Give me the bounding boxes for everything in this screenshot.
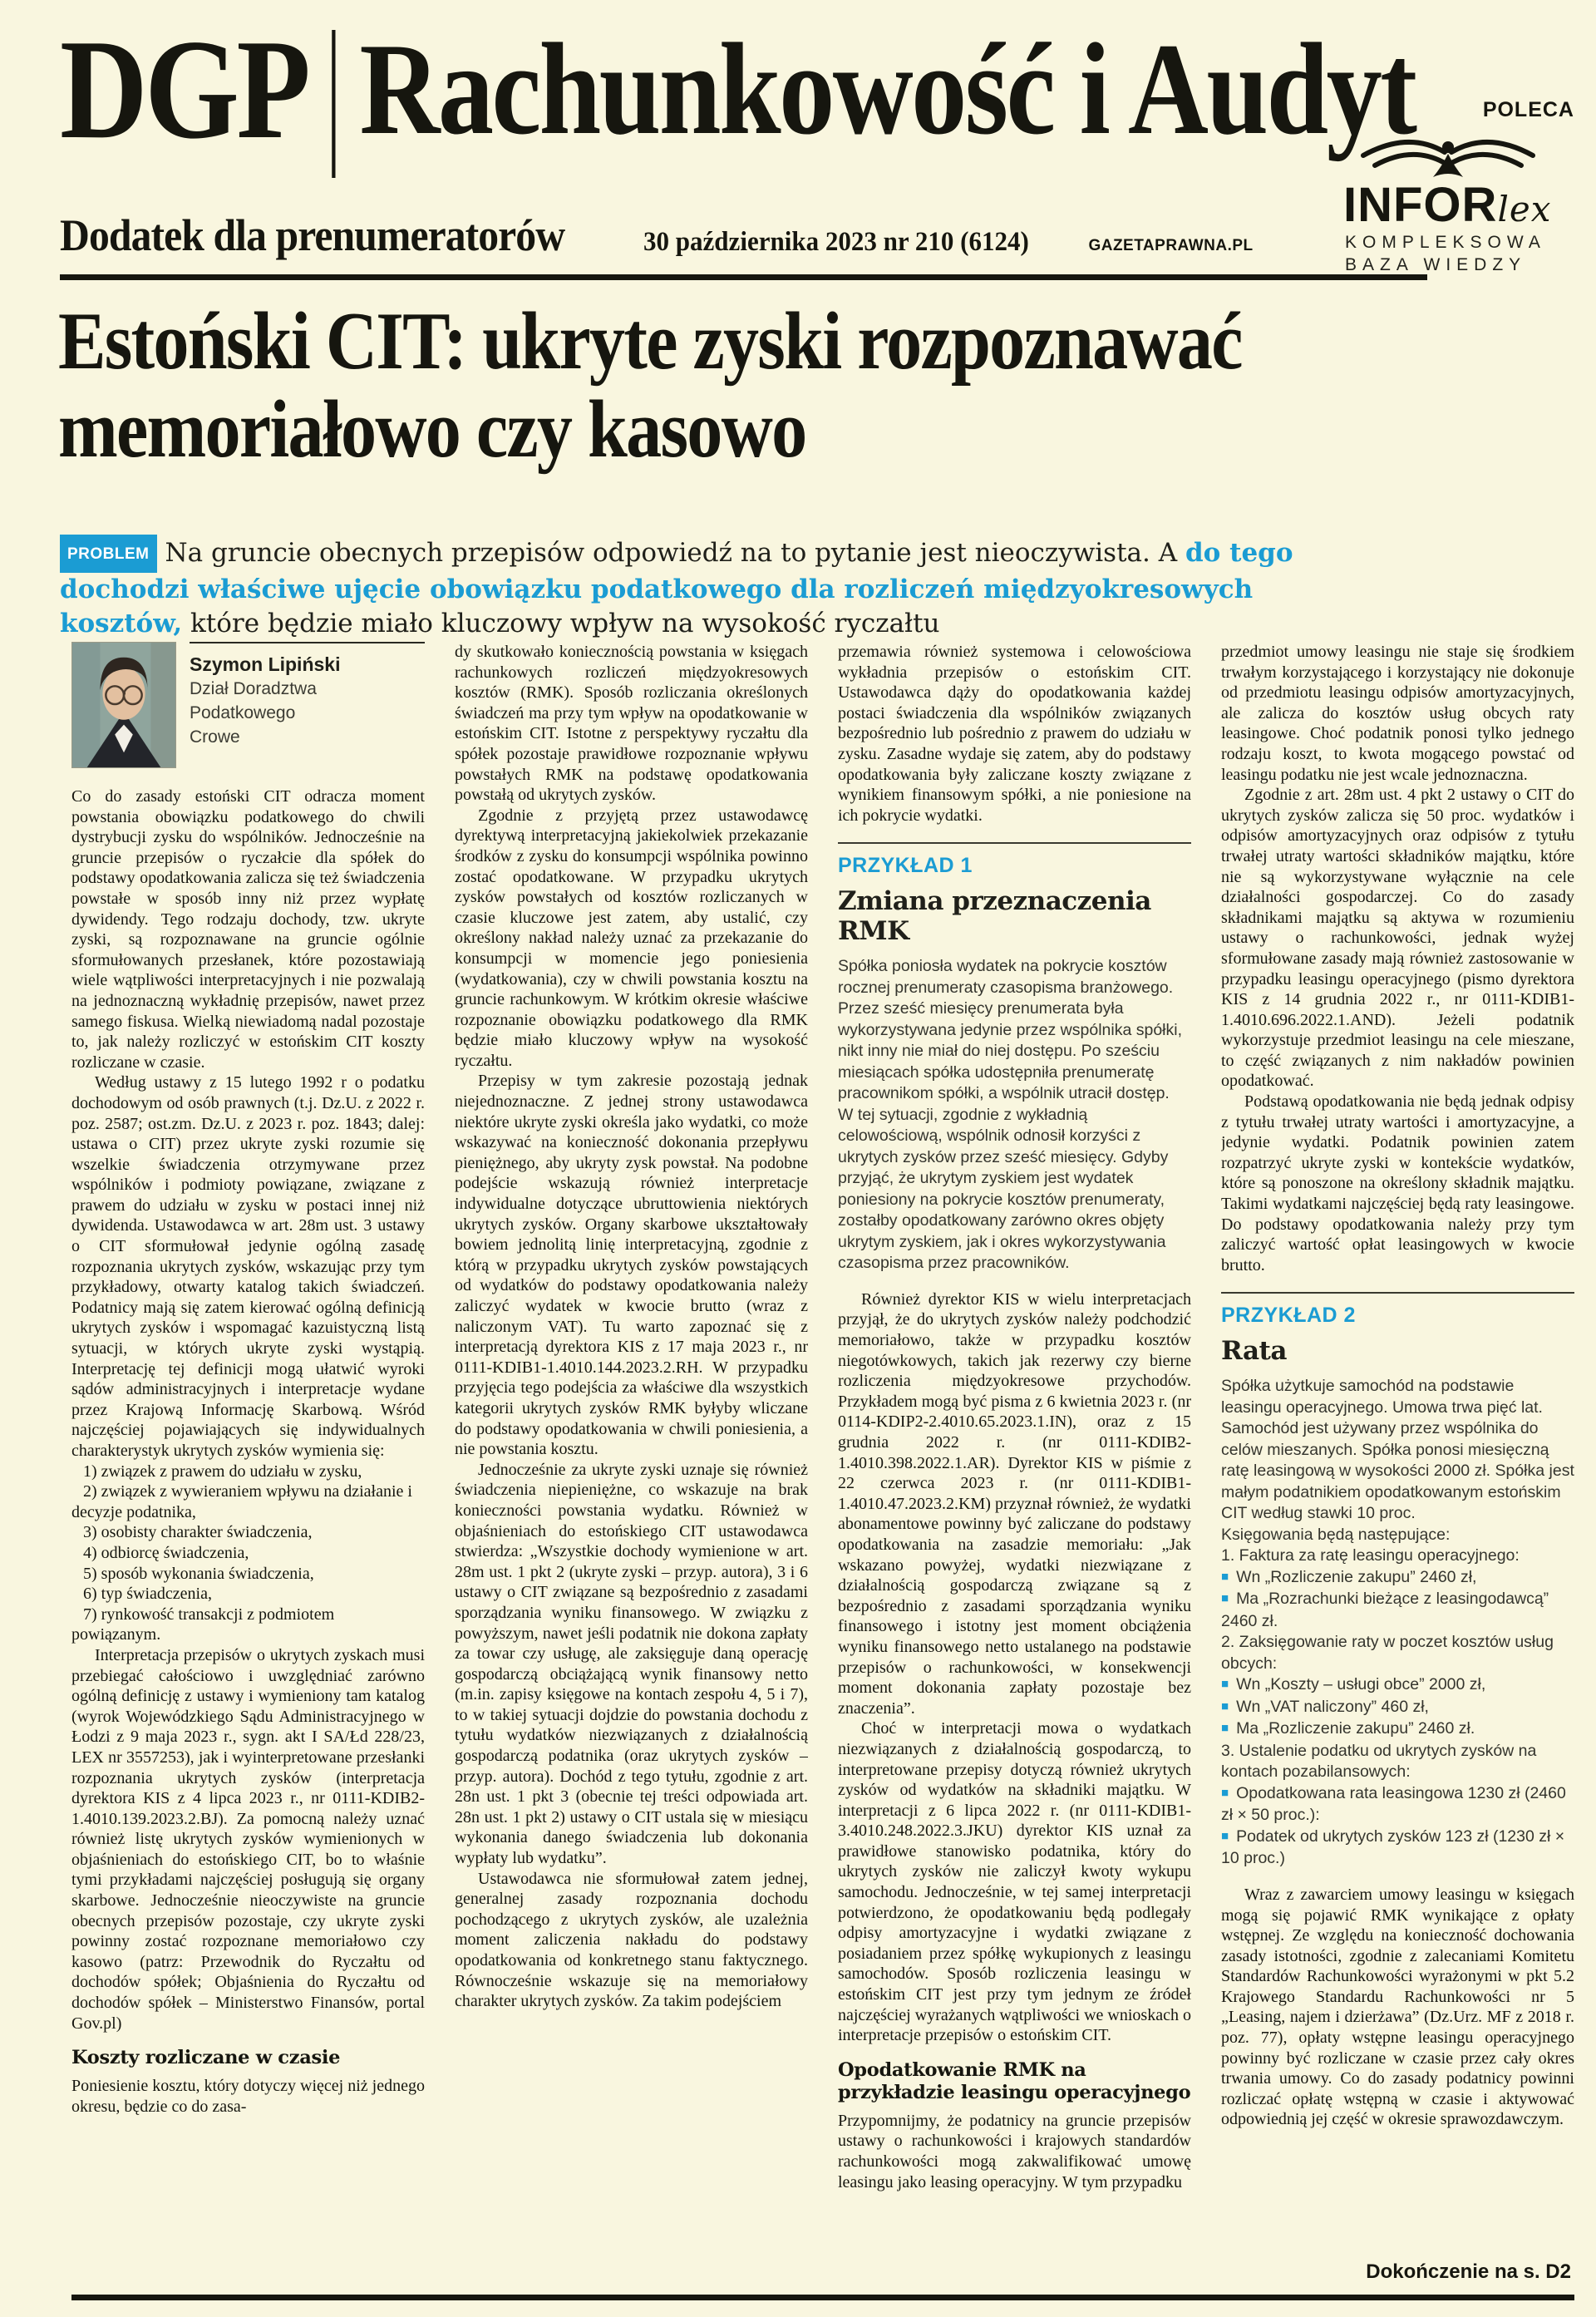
list-item: 7) rynkowość transakcji z podmiotem powiązanym.: [71, 1605, 335, 1644]
example-label: PRZYKŁAD 1: [838, 854, 973, 878]
body-paragraph: Wraz z zawarciem umowy leasingu w księgach mogą się pojawić RMK wynikające z opłaty wstępnej. Ze względu na konieczność dochowania zasady istotności, zgodnie z zalecaniami Komitetu Standardów Rachunkowości wyrażonymi w pkt 5.2 Krajowego Standardu Rachunkowości nr 5 „Leasing, najem i dzierżawa” (Dz.Urz. MF z 2018 r. poz. 77), opłaty wstępne leasingu operacyjnego powinny być rozliczane w czasie przez cały okres trwania umowy. Co do zasady podatnicy powinni rozliczać opłatę wstępną w czasie i aktywować odpowiednią jej część w okresie sprawozdawczym.: [1221, 1885, 1574, 2129]
problem-badge: PROBLEM: [60, 535, 157, 573]
body-paragraph: Ustawodawca nie sformułował zatem jednej, generalnej zasady rozpoznania dochodu pochodzącego z ukrytych zysków, ale uzależnia moment zaliczenia nakładu do podstawy opodatkowania od konkretnego stanu faktycznego. Równocześnie wskazuje się na memoriałowy charakter ukrytych zysków. Za takim podejściem: [455, 1869, 808, 2011]
section-subhead: Opodatkowanie RMK na przykładzie leasingu operacyjnego: [838, 2058, 1191, 2103]
body-paragraph: Zgodnie z przyjętą przez ustawodawcę dyrektywą interpretacyjną jakiekolwiek przekazanie środków z zysku do konsumpcji wspólnika powinno zostać opodatkowane. W przypadku ukrytych zysków powstałych od kosztów rozliczanych w czasie kluczowe jest zatem, aby ustalić, czy określony nakład należy uznać za przekazanie do konsumpcji w momencie jego poniesienia (wydatkowania), czy w chwili powstania kosztu na gruncie rachunkowym. W krótkim okresie właściwe rozpoznanie obowiązku podatkowego dla RMK będzie miało kluczowy wpływ na wysokość ryczałtu.: [455, 806, 808, 1070]
lead-post: które będzie miało kluczowy wpływ na wysokość ryczałtu: [182, 609, 940, 638]
example-rule: [838, 842, 1191, 844]
author-company: Crowe: [190, 727, 240, 747]
section-subhead: Koszty rozliczane w czasie: [71, 2047, 341, 2069]
infor-tagline-2: BAZA WIEDZY: [1345, 255, 1527, 274]
body-paragraph: Według ustawy z 15 lutego 1992 r o podatku dochodowym od osób prawnych (t.j. Dz.U. z 2022 r. poz. 2587; ost.zm. Dz.U. z 2023 r. poz. 1843; dalej: ustawa o CIT) przez ukryte zyski rozumie się wszelkie świadczenia otrzymywane przez wspólników i podmioty powiązane, związane z prawem do udziału w zysku w postaci innej niż dywidenda. Ustawodawca w art. 28m ust. 3 ustawy o CIT sformułował jedynie ogólną zasadę rozpoznania ukrytych zysków, wskazując przy tym przykładowy, otwarty katalog takich świadczeń. Podatnicy mają się zatem kierować ogólną definicją ukrytych zysków i wspomagać kazuistyczną listą sytuacji, w których ukryte zyski wystąpią. Interpretację tej definicji mogą ułatwić wyroki sądów administracyjnych i interpretacje wydane przez Krajową Informację Skarbową. Wśród najczęściej pojawiających się indywidualnych charakterystyk ukrytych zysków wymienia się:: [71, 1073, 425, 1460]
body-paragraph: Poniesienie kosztu, który dotyczy więcej niż jednego okresu, będzie co do zasa-: [71, 2077, 425, 2116]
infor-lex-suffix: lex: [1497, 189, 1552, 229]
continuation-note: Dokończenie na s. D2: [1366, 2260, 1571, 2283]
author-name: Szymon Lipiński: [190, 653, 341, 675]
body-paragraph: dy skutkowało koniecznością powstania w księgach rachunkowych rozliczeń międzyokresowych kosztów (RMK). Sposób rozliczania określonych świadczeń ma przy tym wpływ na opodatkowanie w estońskim CIT. Istotne z perspektywy ryczałtu dla spółek pozostaje prawidłowe rozpoznanie wpływu powstałych RMK na podstawę opodatkowania powstałą od ukrytych zysków.: [455, 643, 808, 805]
example-text-line: 1. Faktura za ratę leasingu operacyjnego:: [1221, 1546, 1520, 1565]
dateline: [60, 210, 1254, 261]
example-bullet-line: ■ Podatek od ukrytych zysków 123 zł (1230 zł × 10 proc.): [1221, 1826, 1574, 1870]
supplement-title: Rachunkowość i Audyt: [359, 17, 1416, 162]
headline-line-2: memoriałowo czy kasowo: [58, 384, 806, 475]
column-1: [71, 642, 425, 2278]
inforlex-promo: [1325, 98, 1574, 276]
lead-paragraph: [60, 535, 1307, 641]
issue-date: 30 października 2023 nr 210 (6124): [643, 227, 1029, 257]
infor-logo-text: INFORlex: [1343, 178, 1552, 232]
body-paragraph: Jednocześnie za ukryte zyski uznaje się również świadczenia niepieniężne, co wskazuje na brak konieczności powstania wydatku. Również w objaśnieniach do estońskiego CIT ustawodawca stwierdza: „Wszystkie dochody wymienione w art. 28m ust. 1 pkt 2 (ukryte zyski – przyp. autora), 3 i 6 ustawy o CIT związane są bezpośrednio z zasadami sporządzania wyniku finansowego. W związku z powyższym, nawet jeśli podatnik nie dokona zapłaty za towar czy usługę, ale zaksięguje daną operację gospodarczą obciążającą wynik finansowy netto (m.in. zapisy księgowe na kontach zespołu 4, 5 i 7), to w takiej sytuacji dojdzie do powstania dochodu z tytułu wydatków niezwiązanych z działalnością gospodarczą podatnika (oraz ukrytych zysków – przyp. autora). Dochód z tego tytułu, zgodnie z art. 28n ust. 1 pkt 3 (obecnie tej treści odpowiada art. 28n ust. 1 pkt 2) ustawy o CIT ustala się w miesiącu wykonania danego świadczenia lub dokonania wypłaty lub wydatku”.: [455, 1460, 808, 1868]
example-text-line: W tej sytuacji, zgodnie z wykładnią celowościową, wspólnik odnosił korzyści z ukrytych zysków przez sześć miesięcy. Gdyby przyjąć, że ukrytym zyskiem jest wydatek poniesiony na pokrycie kosztów prenumeraty, zostałby opodatkowany zarówno okres objęty ukrytym zyskiem, jak i okres wykorzystywania czasopisma przez pracowników.: [838, 1105, 1169, 1273]
example-title: Rata: [1221, 1336, 1287, 1367]
bottom-rule: [71, 2295, 1574, 2300]
example-label: PRZYKŁAD 2: [1221, 1304, 1356, 1328]
list-item: 2) związek z wywieraniem wpływu na działanie i decyzje podatnika,: [71, 1482, 412, 1521]
lead-highlight: do tego dochodzi właściwe ujęcie obowiązku podatkowego dla rozliczeń międzyokresowych kosztów,: [60, 538, 1293, 638]
masthead-divider: [332, 30, 335, 178]
columns: [71, 642, 1576, 2278]
headline-line-1: Estoński CIT: ukryte zyski rozpoznawać: [58, 296, 1242, 387]
author-photo: [71, 642, 176, 768]
infor-tagline-1: KOMPLEKSOWA: [1345, 233, 1546, 252]
author-info: [190, 642, 425, 768]
body-paragraph: Przypomnijmy, że podatnicy na gruncie przepisów ustawy o rachunkowości i krajowych standardów rachunkowości mogą zakwalifikować umowę leasingu jako leasing operacyjny. W tym przypadku: [838, 2111, 1191, 2191]
example-box: [838, 842, 1191, 1274]
example-bullet-line: ■ Wn „Koszty – usługi obce” 2000 zł,: [1221, 1674, 1574, 1697]
list-item: 1) związek z prawem do udziału w zysku,: [83, 1462, 362, 1481]
body-paragraph: Również dyrektor KIS w wielu interpretacjach przyjął, że do ukrytych zysków należy podchodzić memoriałowo, także w przypadku kosztów niegotówkowych, takich jak rezerwy czy bierne rozliczenia międzyokresowe przychodów. Przykładem mogą być pisma z 6 kwietnia 2023 r. (nr 0114-KDIP2-2.4010.65.2023.1.IN), oraz z 15 grudnia 2022 r. (nr 0111-KDIB2-1.4010.398.2022.1.AR). Dyrektor KIS w piśmie z 22 czerwca 2023 r. (nr 0111-KDIB1-1.4010.47.2023.2.KM) przyznał również, że wydatki abonamentowe powinny być zaliczane do podstawy opodatkowania na zasadzie memoriału: „Jak wskazano powyżej, wydatki niezwiązane z działalnością gospodarczą związane są z bezpośrednio z zasadami sporządzania wyniku finansowego i istotny jest moment obciążenia wyniku finansowego netto ustalanego na podstawie przepisów o rachunkowości, w konsekwencji moment dokonania zapłaty pozostaje bez znaczenia”.: [838, 1289, 1191, 1718]
example-text-line: Księgowania będą następujące:: [1221, 1525, 1451, 1544]
body-paragraph: Co do zasady estoński CIT odracza moment powstania obowiązku podatkowego do chwili dystrybucji zysku do wspólników. Jednocześnie na gruncie przepisów o ryczałcie dla spółek do podstawy opodatkowania zalicza się też świadczenia powstałe w sposób inny niż przez wypłatę dywidendy. Tego rodzaju dochody, tzw. ukryte zyski, są rozpoznawane na gruncie ogólnie sformułowanych przesłanek, które pozostawiają wiele wątpliwości interpretacyjnych i nie pozwalają na jednoznaczną wykładnię przepisów, nawet przez samego fiskusa. Wielką niewiadomą nadal pozostaje to, jak należy rozliczyć w estońskim CIT koszty rozliczane w czasie.: [71, 787, 425, 1072]
column-3: [838, 642, 1191, 2278]
example-bullet-line: ■ Opodatkowana rata leasingowa 1230 zł (2460 zł × 50 proc.):: [1221, 1783, 1574, 1826]
inforlex-bird-icon: [1358, 127, 1538, 182]
example-bullet-line: ■ Ma „Rozrachunki bieżące z leasingodawcą” 2460 zł.: [1221, 1589, 1574, 1632]
masthead: [60, 11, 1416, 178]
supplement-label: Dodatek dla prenumeratorów: [60, 210, 565, 260]
site-url: GAZETAPRAWNA.PL: [1088, 237, 1254, 254]
example-box: [1221, 1292, 1574, 1870]
body-paragraph: Przepisy w tym zakresie pozostają jednak niejednoznaczne. Z jednej strony ustawodawca niektóre ukryte zyski określa jako wydatki, co może wskazywać na konieczność dokonania przepływu pieniężnego, aby ukryty zysk powstał. Na podobne podejście wskazują również interpretacje indywidualne dotyczące ubruttowienia niektórych ukrytych zysków. Organy skarbowe ukształtowały bowiem jednolitą linię interpretacyjną, zgodnie z którą w przypadku ukrytych zysków powstających od wydatków do podstawy opodatkowania należy zaliczyć wydatek w kwocie brutto (wraz z naliczonym VAT). Tu warto zapoznać się z interpretacją dyrektora KIS z 17 maja 2023 r., nr 0111-KDIB1-1.4010.144.2023.2.RH. W przypadku przyjęcia tego podejścia za właściwe dla wszystkich kategorii ukrytych zysków RMK byłyby wliczane do podstawy opodatkowania w chwili poniesienia, a nie powstania kosztu.: [455, 1072, 808, 1459]
header-rule: [60, 274, 1427, 280]
body-paragraph: przedmiot umowy leasingu nie staje się środkiem trwałym korzystającego i korzystający nie dokonuje od przedmiotu leasingu odpisów amortyzacyjnych, ale zalicza do kosztów usług obcych raty leasingowe. Choć podatnik ponosi tylko jednego rodzaju koszt, to kwota mogącego powstać od leasingu podatku nie jest wcale jednoznaczna.: [1221, 643, 1574, 784]
list-item: 3) osobisty charakter świadczenia,: [83, 1523, 313, 1542]
column-2: [455, 642, 808, 2278]
example-text-line: Spółka poniosła wydatek na pokrycie kosztów rocznej prenumeraty czasopisma branżowego. Przez sześć miesięcy prenumerata była wykorzystywana jedynie przez wspólnika spółki, nikt inny nie miał do niej dostępu. Po sześciu miesiącach spółka udostępniła prenumeratę pracownikom spółki, a wspólnik utracił dostęp.: [838, 957, 1183, 1103]
list-item: 6) typ świadczenia,: [83, 1585, 212, 1604]
example-text-line: Spółka użytkuje samochód na podstawie leasingu operacyjnego. Umowa trwa pięć lat. Samochód jest używany przez wspólnika do celów mieszanych. Spółka ponosi miesięczną ratę leasingową w wysokości 2000 zł. Spółka jest małym podatnikiem opodatkowanym estońskim CIT według stawki 10 proc.: [1221, 1377, 1574, 1523]
brand-logo: DGP: [60, 11, 308, 169]
poleca-label: POLECA: [1482, 98, 1574, 121]
list-item: 5) sposób wykonania świadczenia,: [83, 1564, 314, 1583]
list-item: 4) odbiorcę świadczenia,: [83, 1543, 249, 1562]
example-text-line: 3. Ustalenie podatku od ukrytych zysków na kontach pozabilansowych:: [1221, 1741, 1537, 1782]
article-headline: [58, 298, 1242, 474]
example-rule: [1221, 1292, 1574, 1294]
body-paragraph: Zgodnie z art. 28m ust. 4 pkt 2 ustawy o CIT do ukrytych zysków zalicza się 50 proc. wydatków i odpisów amortyzacyjnych oraz odpisów z tytułu trwałej utraty wartości składników majątku, które nie są wykorzystywane wyłącznie na cele działalności gospodarczej. Co do zasady składnikami majątku są aktywa w rozumieniu ustawy o rachunkowości, jednak wyżej sformułowane zasady mają również zastosowanie w przypadku leasingu operacyjnego (pismo dyrektora KIS z 14 grudnia 2022 r., nr 0111-KDIB1-1.4010.696.2022.1.AND). Jeżeli podatnik wykorzystuje przedmiot leasingu na cele mieszane, to część związanych z nim nakładów powinien opodatkować.: [1221, 786, 1574, 1091]
example-bullet-line: ■ Wn „VAT naliczony” 460 zł,: [1221, 1697, 1574, 1719]
column-4: [1221, 642, 1574, 2278]
body-paragraph: przemawia również systemowa i celowościowa wykładnia przepisów o estońskim CIT. Ustawodawca dąży do opodatkowania każdej postaci świadczenia dla wspólników związanych bezpośrednio lub pośrednio z prawem do udziału w zysku. Zasadne wydaje się zatem, aby do podstawy opodatkowania były zaliczane koszty związane z wynikiem finansowym spółki, a nie poniesione na ich pokrycie wydatki.: [838, 643, 1191, 825]
body-paragraph: Interpretacja przepisów o ukrytych zyskach musi przebiegać całościowo i uwzględniać zarówno ogólną definicję z ustawy i wymieniony tam katalog (wyrok Wojewódzkiego Sądu Administracyjnego w Łodzi z 9 maja 2023 r., sygn. akt I SA/Łd 228/23, LEX nr 3557253), jak i wyinterpretowane przesłanki rozpoznania ukrytych zysków (interpretacja dyrektora KIS z 4 lipca 2023 r., nr 0111-KDIB2-1.4010.139.2023.2.BJ). Za pomocną należy uznać również listę ukrytych zysków wymienionych w objaśnieniach do estońskiego CIT, bo to właśnie tymi przykładami najczęściej posługują się organy skarbowe. Jednocześnie nieoczywiste na gruncie obecnych przepisów pozostaje, czy ukryte zyski powinny zostać rozpoznane memoriałowo czy kasowo (patrz: Przewodnik do Ryczałtu od dochodów spółek; Objaśnienia do Ryczałtu od dochodów spółek – Ministerstwo Finansów, portal Gov.pl): [71, 1645, 425, 2033]
example-text-line: 2. Zaksięgowanie raty w poczet kosztów usług obcych:: [1221, 1633, 1554, 1673]
example-title: Zmiana przeznaczenia RMK: [838, 886, 1151, 947]
example-bullet-line: ■ Wn „Rozliczenie zakupu” 2460 zł,: [1221, 1567, 1574, 1590]
author-department: Dział Doradztwa Podatkowego: [190, 679, 317, 722]
lead-pre: Na gruncie obecnych przepisów odpowiedź na to pytanie jest nieoczywista. A: [165, 538, 1185, 568]
example-bullet-line: ■ Ma „Rozliczenie zakupu” 2460 zł.: [1221, 1718, 1574, 1741]
body-paragraph: Choć w interpretacji mowa o wydatkach niezwiązanych z działalnością gospodarczą, to interpretowane przepisy dotyczą również ukrytych zysków od wydatków na składniki majątku. W interpretacji z 6 lipca 2022 r. (nr 0111-KDIB1-3.4010.248.2022.3.JKU) dyrektor KIS uznał za prawidłowe stanowisko podatnika, który do ukrytych zysków nie zaliczył kwoty wykupu samochodu. Jednocześnie, w tej samej interpretacji potwierdzono, że opodatkowaniu będą podlegały odpisy amortyzacyjne i wydatki związane z posiadaniem przez spółkę wykupionych z leasingu samochodów. Sposób rozliczenia leasingu w estońskim CIT jest przy tym jednym ze źródeł najczęściej wyrażanych wątpliwości we wnioskach o interpretacje przepisów o estońskim CIT.: [838, 1719, 1191, 2045]
body-paragraph: Podstawą opodatkowania nie będą jednak odpisy z tytułu trwałej utraty wartości i amortyzacyjne, a jedynie wydatki. Podatnik powinien zatem rozpatrzyć ukryte zyski w kontekście wydatków, które są ponoszone na określony składnik majątku. Takimi wydatkami najczęściej będą raty leasingowe. Do podstawy opodatkowania należy przy tym zaliczyć wartość opłat leasingowych w kwocie brutto.: [1221, 1092, 1574, 1274]
author-box: [71, 642, 425, 768]
